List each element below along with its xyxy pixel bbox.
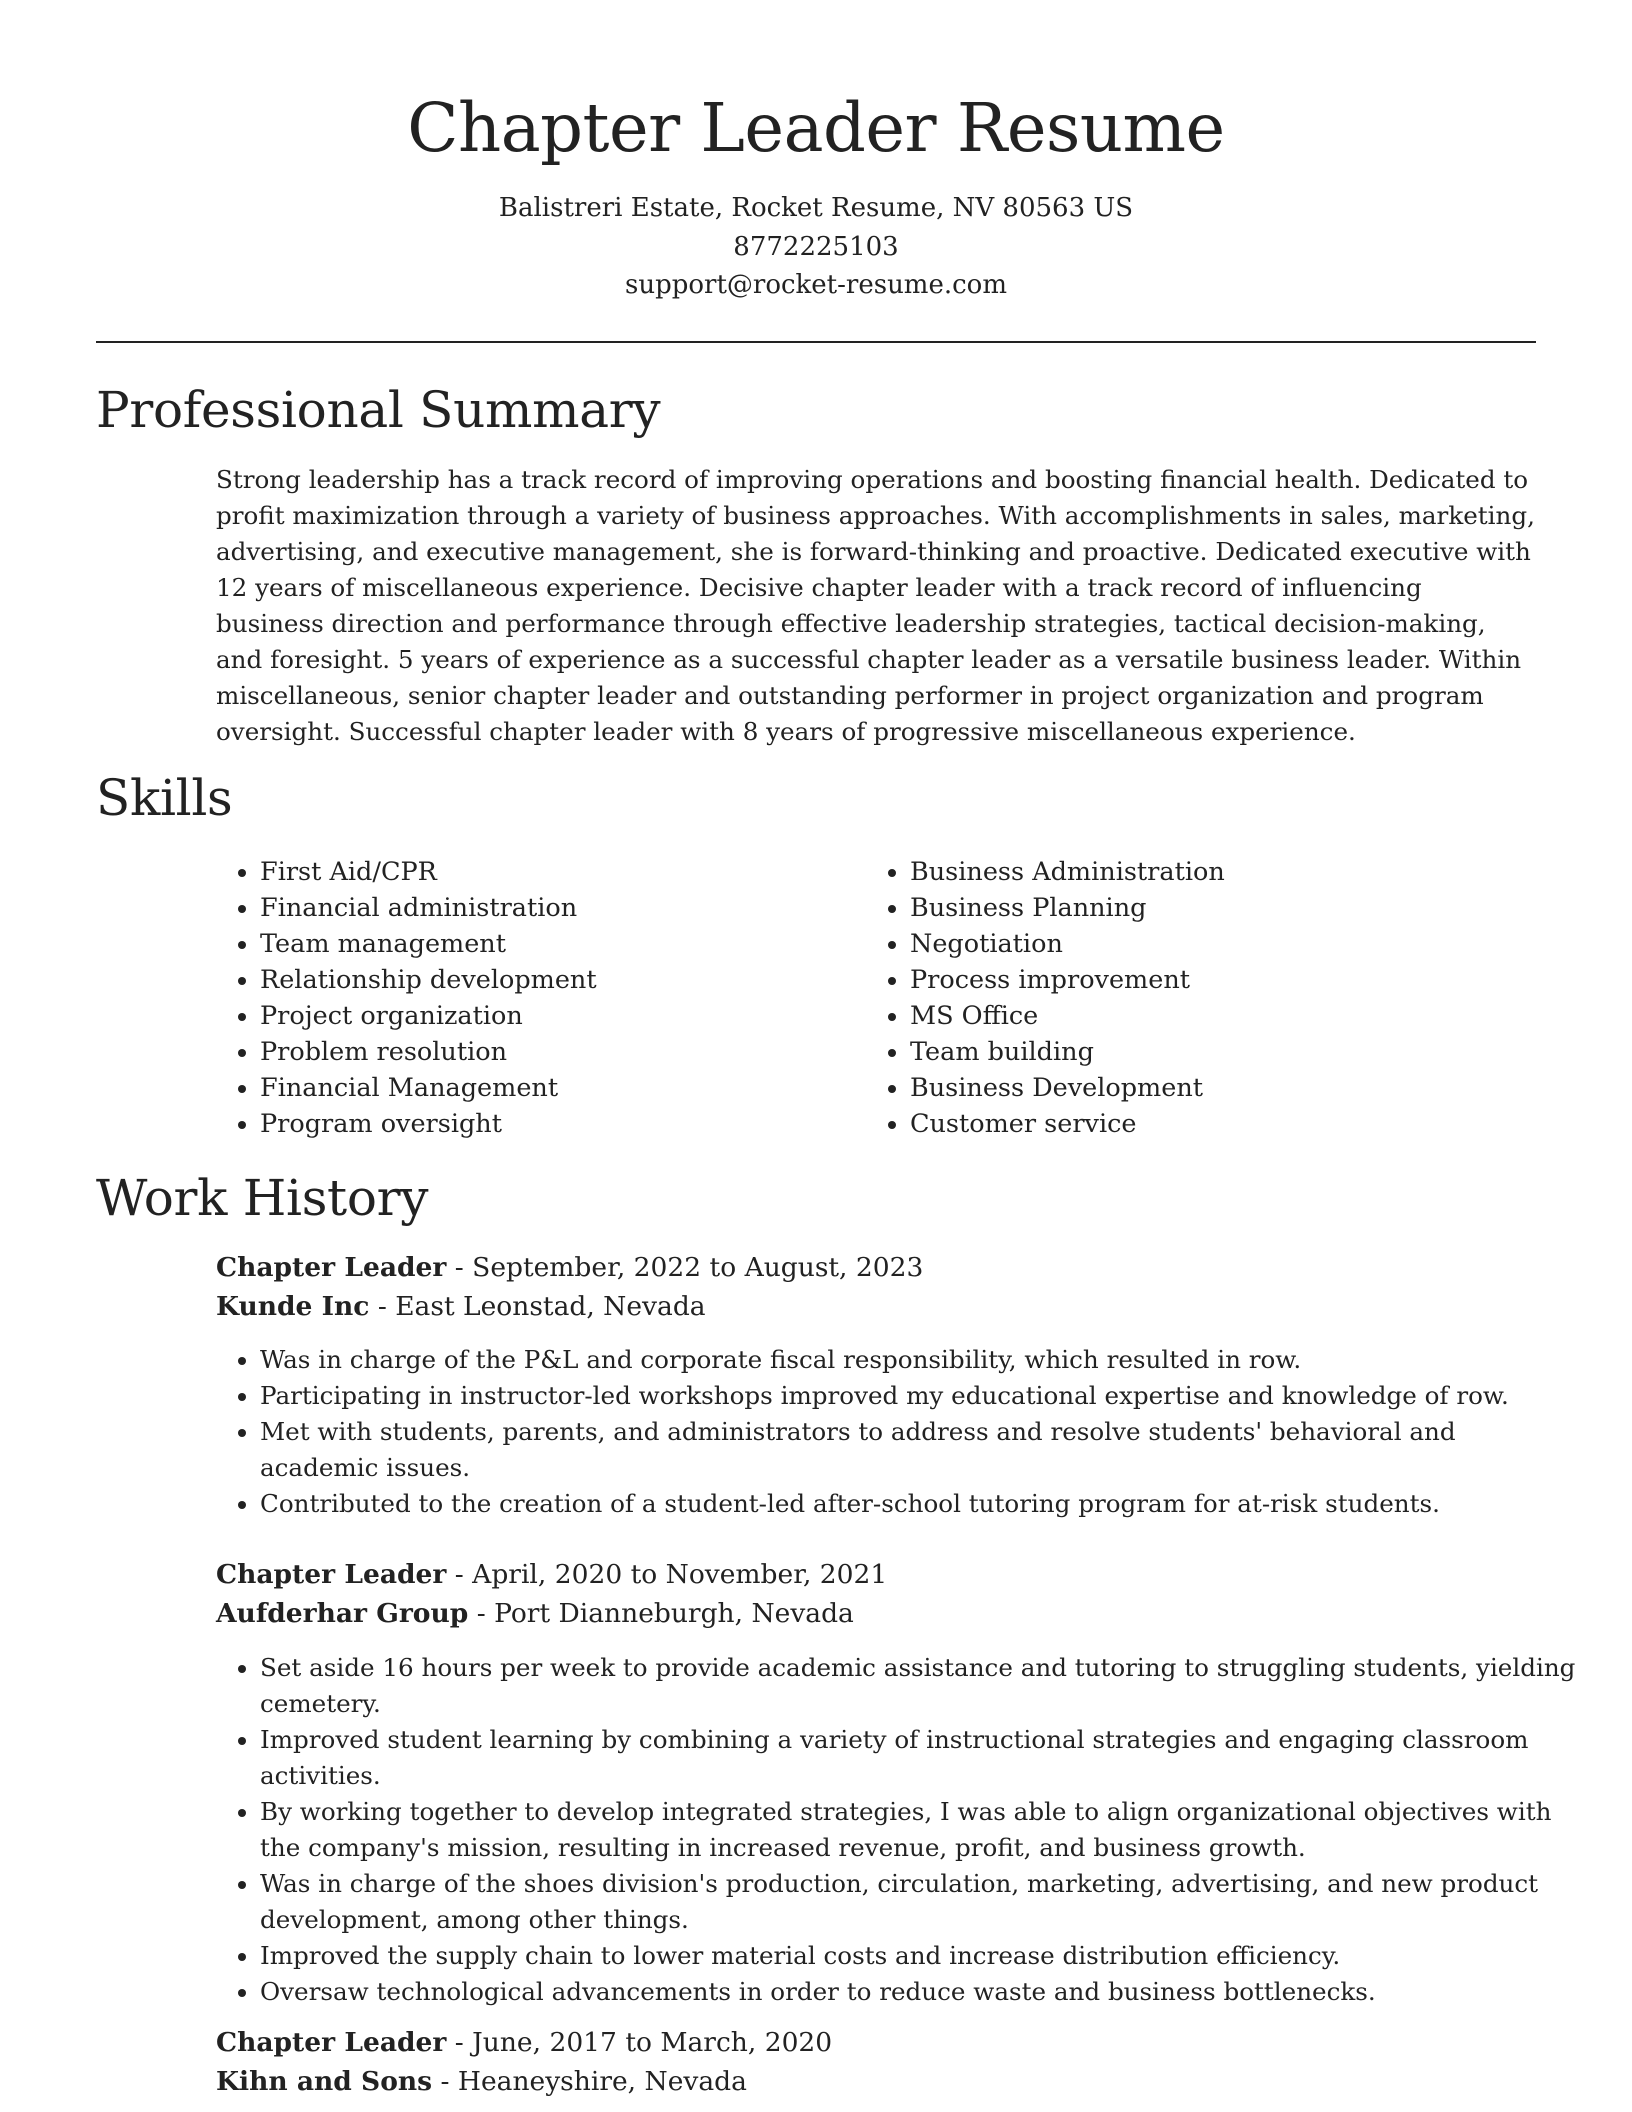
job-title: Chapter Leader — [216, 2027, 447, 2058]
duty-item: • Was in charge of the shoes division's production, circulation, marketing, advertising, and new product development, among other things. — [260, 1866, 1580, 1938]
job-location: - Heaneyshire, Nevada — [432, 2066, 747, 2097]
job-duties — [216, 1650, 1580, 2010]
email: support@rocket-resume.com — [624, 270, 1007, 300]
skill-item: • Problem resolution — [260, 1034, 860, 1070]
skill-item: • Financial administration — [260, 890, 860, 926]
skill-item: • First Aid/CPR — [260, 854, 860, 890]
skill-item: • Team building — [910, 1034, 1550, 1070]
job-title-line — [216, 1556, 887, 1594]
skill-item: • Process improvement — [910, 962, 1550, 998]
job-duties — [216, 1342, 1580, 1522]
skills-list-right — [866, 854, 1550, 1142]
job-company: Kunde Inc — [216, 1291, 370, 1322]
skills-heading: Skills — [96, 769, 233, 827]
summary-heading: Professional Summary — [96, 381, 661, 439]
job-dates: - September, 2022 to August, 2023 — [446, 1252, 924, 1283]
skill-item: • Team management — [260, 926, 860, 962]
job-company-line — [216, 2063, 747, 2101]
header-divider — [96, 341, 1536, 343]
summary-text: Strong leadership has a track record of improving operations and boosting financial health. Dedicated to profit maximization through a variety of business approaches. With accomplishments in sales, marketing, advertising, and executive management, she is forward-thinking and proactive. Dedicated executive with 12 years of miscellaneous experience. Decisive chapter leader with a track record of influencing business direction and performance through effective leadership strategies, tactical decision-making, and foresight. 5 years of experience as a successful chapter leader as a versatile business leader. Within miscellaneous, senior chapter leader and outstanding performer in project organization and program oversight. Successful chapter leader with 8 years of progressive miscellaneous experience. — [216, 465, 1535, 746]
phone: 8772225103 — [733, 232, 899, 262]
job-dates: - April, 2020 to November, 2021 — [446, 1559, 888, 1590]
skill-item: • Project organization — [260, 998, 860, 1034]
job-title-line — [216, 1249, 923, 1287]
skill-item: • Financial Management — [260, 1070, 860, 1106]
job-dates: - June, 2017 to March, 2020 — [446, 2027, 833, 2058]
job-company: Aufderhar Group — [216, 1598, 469, 1629]
skill-item: • Negotiation — [910, 926, 1550, 962]
duty-item: • Improved student learning by combining a variety of instructional strategies and engaging classroom activities. — [260, 1722, 1580, 1794]
job-company-line — [216, 1595, 854, 1633]
job-location: - East Leonstad, Nevada — [369, 1291, 706, 1322]
resume-title: Chapter Leader Resume — [407, 89, 1225, 167]
skill-item: • Customer service — [910, 1106, 1550, 1142]
skill-item: • Business Administration — [910, 854, 1550, 890]
skill-item: • Relationship development — [260, 962, 860, 998]
skill-item: • Business Development — [910, 1070, 1550, 1106]
address: Balistreri Estate, Rocket Resume, NV 80563 US — [498, 193, 1134, 223]
work-history-heading: Work History — [96, 1169, 429, 1227]
duty-item: • Improved the supply chain to lower material costs and increase distribution efficiency. — [260, 1938, 1580, 1974]
duty-item: • Was in charge of the P&L and corporate fiscal responsibility, which resulted in row. — [260, 1342, 1580, 1378]
duty-item: • Participating in instructor-led workshops improved my educational expertise and knowledge of row. — [260, 1378, 1580, 1414]
duty-item: • Set aside 16 hours per week to provide academic assistance and tutoring to struggling students, yielding cemetery. — [260, 1650, 1580, 1722]
job-location: - Port Dianneburgh, Nevada — [468, 1598, 854, 1629]
duty-item: • By working together to develop integrated strategies, I was able to align organizational objectives with the company's mission, resulting in increased revenue, profit, and business growth. — [260, 1794, 1580, 1866]
duty-item: • Contributed to the creation of a student-led after-school tutoring program for at-risk students. — [260, 1486, 1580, 1522]
job-title: Chapter Leader — [216, 1559, 447, 1590]
skill-item: • MS Office — [910, 998, 1550, 1034]
job-company-line — [216, 1288, 706, 1326]
skill-item: • Business Planning — [910, 890, 1550, 926]
job-company: Kihn and Sons — [216, 2066, 433, 2097]
duty-item: • Oversaw technological advancements in order to reduce waste and business bottlenecks. — [260, 1974, 1580, 2010]
skill-item: • Program oversight — [260, 1106, 860, 1142]
skills-list-left — [216, 854, 860, 1142]
job-title-line — [216, 2024, 832, 2062]
job-title: Chapter Leader — [216, 1252, 447, 1283]
duty-item: • Met with students, parents, and administrators to address and resolve students' behavioral and academic issues. — [260, 1414, 1580, 1486]
